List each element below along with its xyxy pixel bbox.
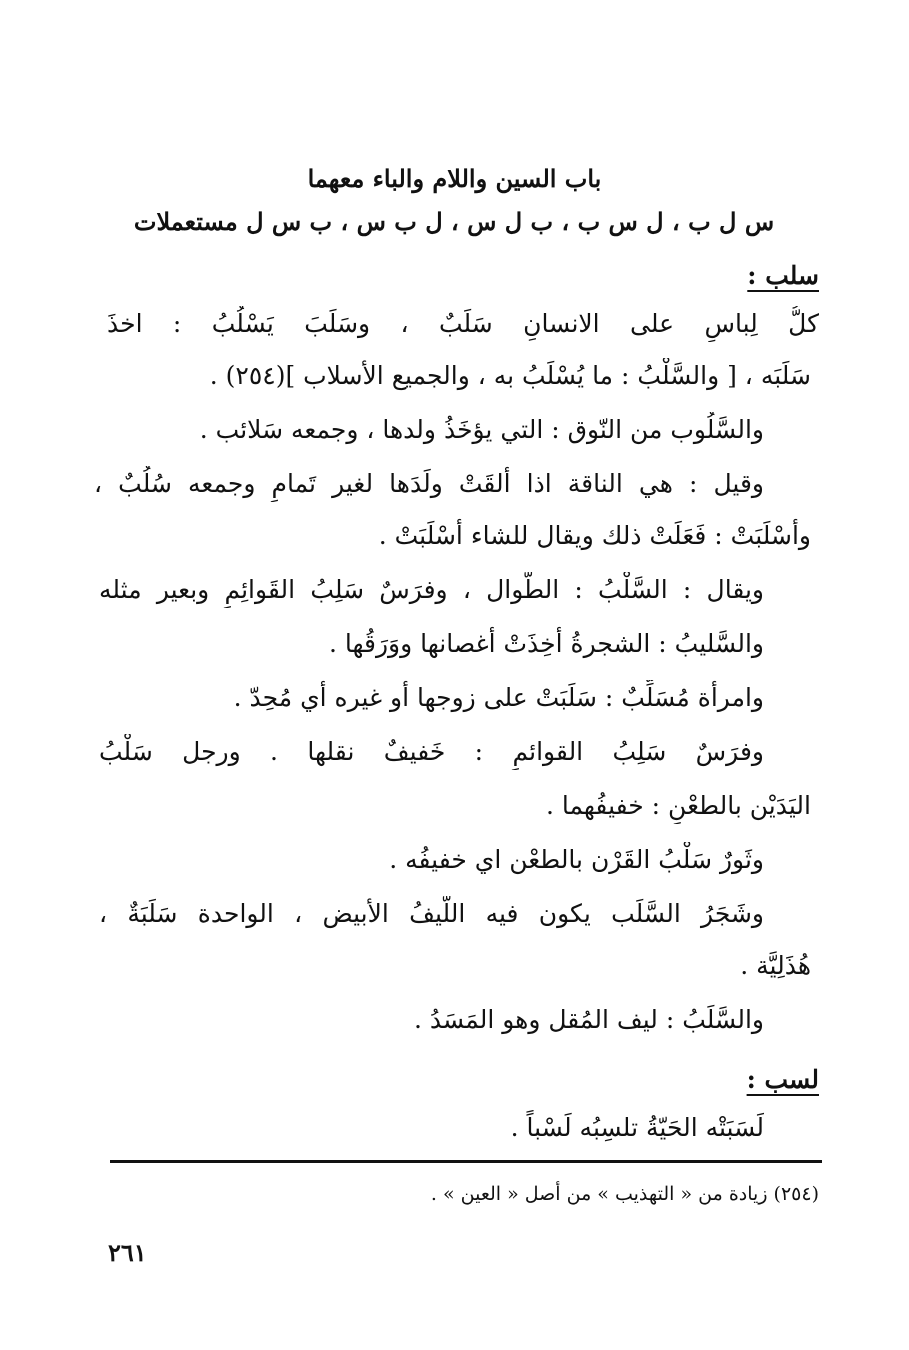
page-number: ٢٦١ xyxy=(108,1238,147,1267)
text-line: وأسْلَبَتْ : فَعَلَتْ ذلك ويقال للشاء أسْلَبَتْ . xyxy=(378,521,811,550)
text-line: وقيل : هي الناقة اذا ألقَتْ ولَدَها لغير تَمامٍ وجمعه سُلُبٌ ، xyxy=(94,469,764,498)
text-line: لَسَبَتْه الحَيّةُ تلسِبُه لَسْباً . xyxy=(510,1113,764,1142)
footnote: (٢٥٤) زيادة من « التهذيب » من أصل « العين » . xyxy=(430,1183,819,1205)
text-line: وامرأة مُسَلِّبٌ : سَلَبَتْ على زوجها أو غيره أي مُحِدّ . xyxy=(233,683,764,712)
text-line: والسَّلَبُ : ليف المُقل وهو المَسَدُ . xyxy=(413,1005,764,1034)
entry-heading-salab: سلب : xyxy=(747,261,819,290)
text-line: ويقال : السَّلْبُ : الطّوال ، وفرَسٌ سَلِبُ القَوائِمِ وبعير مثله xyxy=(99,575,764,604)
text-line: هُذَلِيَّة . xyxy=(740,951,811,980)
text-line: كلُّ لِباسٍ على الانسانِ سَلَبٌ ، وسَلَبَ يَسْلُبُ : اخذَ xyxy=(107,309,819,338)
text-line: اليَدَيْن بالطعْنِ : خفيفُهما . xyxy=(545,791,811,820)
entry-heading-lasab: لسب : xyxy=(746,1065,819,1094)
text-line: وفرَسٌ سَلِبُ القوائمِ : خَفيفٌ نقلها . ورجل سَلْبُ xyxy=(99,737,764,766)
text-line: والسَّلُوب من النّوق : التي يؤخَذُ ولدها ، وجمعه سَلائب . xyxy=(199,415,764,444)
text-line: وشَجَرُ السَّلَب يكون فيه اللّيفُ الأبيض ، الواحدة سَلَبَةٌ ، xyxy=(99,899,764,928)
subtitle: س ل ب ، ل س ب ، ب ل س ، ل ب س ، ب س ل مستعملات xyxy=(133,207,775,236)
chapter-title: باب السين واللام والباء معهما xyxy=(307,164,602,193)
text-line: سَلَبَه ، [ والسَّلْبُ : ما يُسْلَبُ به ، والجميع الأسلاب ](٢٥٤) . xyxy=(209,361,811,390)
footnote-divider xyxy=(110,1160,822,1163)
text-line: والسَّليبُ : الشجرةُ أخِذَتْ أغصانها ووَرَقُها . xyxy=(328,629,764,658)
text-line: وثَورٌ سَلْبُ القَرْن بالطعْن اي خفيفُه . xyxy=(389,845,764,874)
